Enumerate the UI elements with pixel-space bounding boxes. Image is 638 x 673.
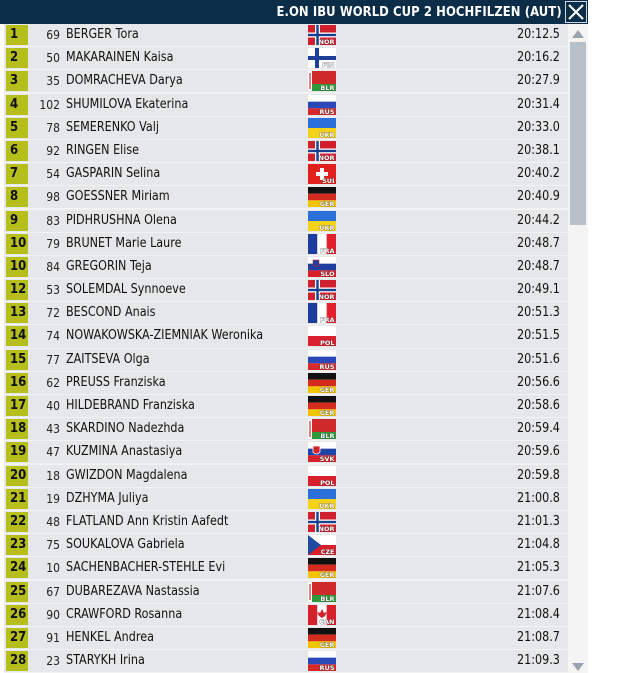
nation-flag-icon: [308, 466, 336, 486]
vertical-scrollbar[interactable]: [568, 24, 588, 673]
athlete-name: DOMRACHEVA Darya: [66, 73, 183, 89]
scrollbar-thumb[interactable]: [570, 42, 586, 225]
nation-code: RUS: [319, 362, 335, 370]
bib-number: 40: [46, 399, 60, 413]
result-row[interactable]: [4, 233, 568, 255]
finish-time: 20:12.5: [517, 27, 560, 42]
result-row[interactable]: [4, 465, 568, 487]
result-row[interactable]: [4, 441, 568, 463]
finish-time: 21:08.4: [517, 606, 560, 622]
result-row[interactable]: [4, 488, 568, 510]
result-row[interactable]: [4, 581, 568, 603]
athlete-name: BESCOND Anais: [66, 305, 156, 321]
rank-badge: 13: [6, 303, 28, 323]
athlete-name: PIDHRUSHNA Olena: [66, 212, 177, 228]
nation-flag-icon: [308, 25, 336, 45]
rank-badge: 17: [6, 396, 28, 416]
rank-badge: 26: [6, 605, 28, 625]
nation-code: UKR: [319, 130, 335, 138]
nation-code: GER: [319, 200, 335, 208]
result-row[interactable]: [4, 70, 568, 92]
bib-number: 75: [46, 538, 60, 553]
finish-time: 20:40.9: [517, 189, 560, 205]
nation-flag-icon: [308, 535, 336, 555]
nation-code: RUS: [319, 664, 335, 672]
nation-code: RUS: [319, 107, 335, 115]
nation-flag-icon: [308, 605, 336, 625]
bib-number: 35: [46, 74, 60, 89]
finish-time: 20:48.7: [517, 258, 560, 274]
rank-badge: 1: [6, 25, 28, 45]
nation-flag-icon: [308, 187, 336, 207]
nation-code: CAN: [319, 617, 335, 625]
nation-flag-icon: [308, 628, 336, 648]
nation-flag-icon: [308, 489, 336, 509]
result-row[interactable]: [4, 534, 568, 556]
result-row[interactable]: [4, 117, 568, 139]
rank-badge: 19: [6, 442, 28, 462]
athlete-name: BRUNET Marie Laure: [66, 235, 182, 251]
finish-time: 20:56.6: [517, 374, 560, 390]
finish-time: 20:51.6: [517, 351, 560, 367]
rank-badge: 7: [6, 164, 28, 184]
rank-badge: 15: [6, 350, 28, 370]
nation-code: GER: [319, 641, 335, 648]
bib-number: 91: [46, 630, 60, 645]
result-row[interactable]: [4, 256, 568, 278]
nation-flag-icon: [308, 396, 336, 416]
nation-flag-icon: [308, 118, 336, 138]
finish-time: 20:59.4: [517, 421, 560, 437]
result-row[interactable]: [4, 24, 568, 46]
athlete-name: SACHENBACHER-STEHLE Evi: [66, 560, 226, 576]
nation-flag-icon: [308, 419, 336, 439]
bib-number: 78: [46, 120, 60, 135]
athlete-name: SOLEMDAL Synnoeve: [66, 282, 186, 298]
rank-badge: 10: [6, 234, 28, 254]
scroll-down-arrow-icon[interactable]: [570, 661, 586, 673]
nation-flag-icon: [308, 558, 336, 578]
finish-time: 21:00.8: [517, 490, 560, 506]
nation-flag-icon: [308, 164, 336, 184]
bib-number: 72: [46, 306, 60, 321]
bib-number: 98: [46, 190, 60, 205]
nation-flag-icon: [308, 95, 336, 115]
athlete-name: DZHYMA Juliya: [66, 490, 149, 506]
nation-code: NOR: [318, 154, 335, 161]
athlete-name: SEMERENKO Valj: [66, 119, 159, 135]
athlete-name: NOWAKOWSKA-ZIEMNIAK Weronika: [66, 328, 264, 344]
nation-flag-icon: [308, 326, 336, 346]
result-row[interactable]: [4, 511, 568, 533]
athlete-name: SKARDINO Nadezhda: [66, 421, 185, 437]
nation-code: GER: [319, 409, 335, 416]
nation-code: FRA: [320, 246, 335, 254]
athlete-name: SHUMILOVA Ekaterina: [66, 96, 189, 112]
nation-flag-icon: [308, 141, 336, 161]
rank-badge: 5: [6, 118, 28, 138]
rank-badge: 20: [6, 466, 28, 486]
finish-time: 20:40.2: [517, 166, 560, 182]
close-button[interactable]: [565, 1, 587, 23]
nation-flag-icon: [308, 442, 336, 462]
nation-flag-icon: [308, 257, 336, 277]
nation-flag-icon: [308, 303, 336, 323]
nation-code: CZE: [320, 548, 335, 556]
finish-time: 21:09.3: [517, 653, 560, 669]
nation-flag-icon: [308, 512, 336, 532]
rank-badge: 21: [6, 489, 28, 509]
nation-flag-icon: [308, 234, 336, 254]
rank-badge: 10: [6, 257, 28, 277]
athlete-name: RINGEN Elise: [66, 142, 140, 158]
nation-flag-icon: [308, 71, 336, 91]
athlete-name: MAKARAINEN Kaisa: [66, 50, 174, 66]
nation-code: NOR: [318, 293, 335, 301]
nation-flag-icon: [308, 211, 336, 231]
result-row[interactable]: [4, 279, 568, 301]
rank-badge: 18: [6, 419, 28, 439]
rank-badge: 28: [6, 651, 28, 671]
rank-badge: 4: [6, 95, 28, 115]
nation-code: SVK: [319, 455, 335, 463]
bib-number: 90: [46, 607, 60, 622]
nation-code: UKR: [319, 223, 335, 231]
athlete-name: CRAWFORD Rosanna: [66, 606, 183, 622]
results-list[interactable]: [4, 24, 568, 673]
bib-number: 92: [46, 143, 60, 158]
athlete-name: KUZMINA Anastasiya: [66, 444, 183, 460]
finish-time: 21:05.3: [517, 560, 560, 576]
nation-code: POL: [320, 339, 335, 347]
result-row[interactable]: [4, 325, 568, 347]
result-row[interactable]: [4, 302, 568, 324]
nation-code: NOR: [318, 525, 335, 532]
finish-time: 20:59.6: [517, 444, 560, 460]
finish-time: 20:58.6: [517, 398, 560, 413]
bib-number: 69: [46, 28, 60, 42]
nation-flag-icon: [308, 280, 336, 300]
result-row[interactable]: [4, 650, 568, 672]
athlete-name: GWIZDON Magdalena: [66, 467, 188, 483]
athlete-name: FLATLAND Ann Kristin Aafedt: [66, 513, 229, 529]
bib-number: 67: [46, 584, 60, 599]
nation-flag-icon: [308, 582, 336, 602]
athlete-name: STARYKH Irina: [66, 653, 145, 669]
nation-code: GER: [319, 571, 335, 579]
result-row[interactable]: [4, 372, 568, 394]
nation-code: BLR: [320, 84, 335, 92]
result-row[interactable]: [4, 140, 568, 162]
athlete-name: HENKEL Andrea: [66, 629, 154, 645]
finish-time: 21:08.7: [517, 629, 560, 645]
result-row[interactable]: [4, 418, 568, 440]
bib-number: 102: [39, 97, 60, 112]
bib-number: 23: [46, 654, 60, 669]
bib-number: 43: [46, 422, 60, 437]
rank-badge: 3: [6, 71, 28, 91]
finish-time: 20:59.8: [517, 467, 560, 483]
nation-code: UKR: [319, 501, 335, 509]
bib-number: 77: [46, 352, 60, 367]
finish-time: 20:31.4: [517, 96, 560, 112]
result-row[interactable]: [4, 604, 568, 626]
finish-time: 20:27.9: [517, 73, 560, 89]
athlete-name: BERGER Tora: [66, 27, 139, 42]
rank-badge: 9: [6, 211, 28, 231]
nation-flag-icon: [308, 350, 336, 370]
nation-flag-icon: [308, 48, 336, 68]
finish-time: 20:44.2: [517, 212, 560, 228]
athlete-name: SOUKALOVA Gabriela: [66, 537, 185, 553]
nation-code: SLO: [320, 270, 335, 277]
result-row[interactable]: [4, 395, 568, 417]
nation-flag-icon: [308, 373, 336, 393]
rank-badge: 12: [6, 280, 28, 300]
result-row[interactable]: [4, 47, 568, 69]
title-bar: [0, 0, 588, 24]
finish-time: 20:38.1: [517, 142, 560, 158]
nation-flag-icon: [308, 651, 336, 671]
nation-code: BLR: [320, 594, 335, 602]
result-row[interactable]: [4, 186, 568, 208]
nation-code: NOR: [318, 38, 335, 45]
athlete-name: PREUSS Franziska: [66, 374, 166, 390]
nation-code: FIN: [322, 61, 335, 69]
result-row[interactable]: [4, 349, 568, 371]
finish-time: 21:04.8: [517, 537, 560, 553]
bib-number: 48: [46, 514, 60, 529]
scroll-up-arrow-icon[interactable]: [570, 27, 586, 41]
bib-number: 47: [46, 445, 60, 460]
rank-badge: 25: [6, 582, 28, 602]
finish-time: 20:51.5: [517, 328, 560, 344]
result-row[interactable]: [4, 163, 568, 185]
finish-time: 20:16.2: [517, 50, 560, 66]
rank-badge: 16: [6, 373, 28, 393]
bib-number: 19: [46, 491, 60, 506]
rank-badge: 24: [6, 558, 28, 578]
rank-badge: 22: [6, 512, 28, 532]
athlete-name: ZAITSEVA Olga: [66, 351, 150, 367]
finish-time: 21:07.6: [517, 583, 560, 599]
nation-code: GER: [319, 386, 335, 393]
bib-number: 83: [46, 213, 60, 228]
rank-badge: 2: [6, 48, 28, 68]
athlete-name: GASPARIN Selina: [66, 166, 161, 182]
bib-number: 62: [46, 375, 60, 390]
bib-number: 53: [46, 283, 60, 298]
nation-code: FRA: [320, 316, 335, 324]
finish-time: 20:49.1: [517, 282, 560, 298]
athlete-name: GOESSNER Miriam: [66, 189, 170, 205]
bib-number: 74: [46, 329, 60, 344]
bib-number: 84: [46, 259, 60, 274]
athlete-name: GREGORIN Teja: [66, 258, 152, 274]
rank-badge: 8: [6, 187, 28, 207]
athlete-name: HILDEBRAND Franziska: [66, 398, 195, 413]
close-icon: [566, 2, 586, 22]
event-title: E.ON IBU WORLD CUP 2 HOCHFILZEN (AUT): [276, 4, 562, 20]
bib-number: 54: [46, 167, 60, 182]
finish-time: 20:51.3: [517, 305, 560, 321]
bib-number: 50: [46, 51, 60, 66]
nation-code: SUI: [322, 177, 335, 185]
athlete-name: DUBAREZAVA Nastassia: [66, 583, 200, 599]
rank-badge: 14: [6, 326, 28, 346]
bib-number: 18: [46, 468, 60, 483]
rank-badge: 23: [6, 535, 28, 555]
nation-code: POL: [320, 478, 335, 486]
rank-badge: 27: [6, 628, 28, 648]
bib-number: 79: [46, 236, 60, 251]
finish-time: 21:01.3: [517, 513, 560, 529]
finish-time: 20:33.0: [517, 119, 560, 135]
result-row[interactable]: [4, 210, 568, 232]
result-row[interactable]: [4, 627, 568, 649]
nation-code: BLR: [320, 432, 335, 440]
result-row[interactable]: [4, 94, 568, 116]
result-row[interactable]: [4, 557, 568, 579]
rank-badge: 6: [6, 141, 28, 161]
finish-time: 20:48.7: [517, 235, 560, 251]
bib-number: 10: [46, 561, 60, 576]
